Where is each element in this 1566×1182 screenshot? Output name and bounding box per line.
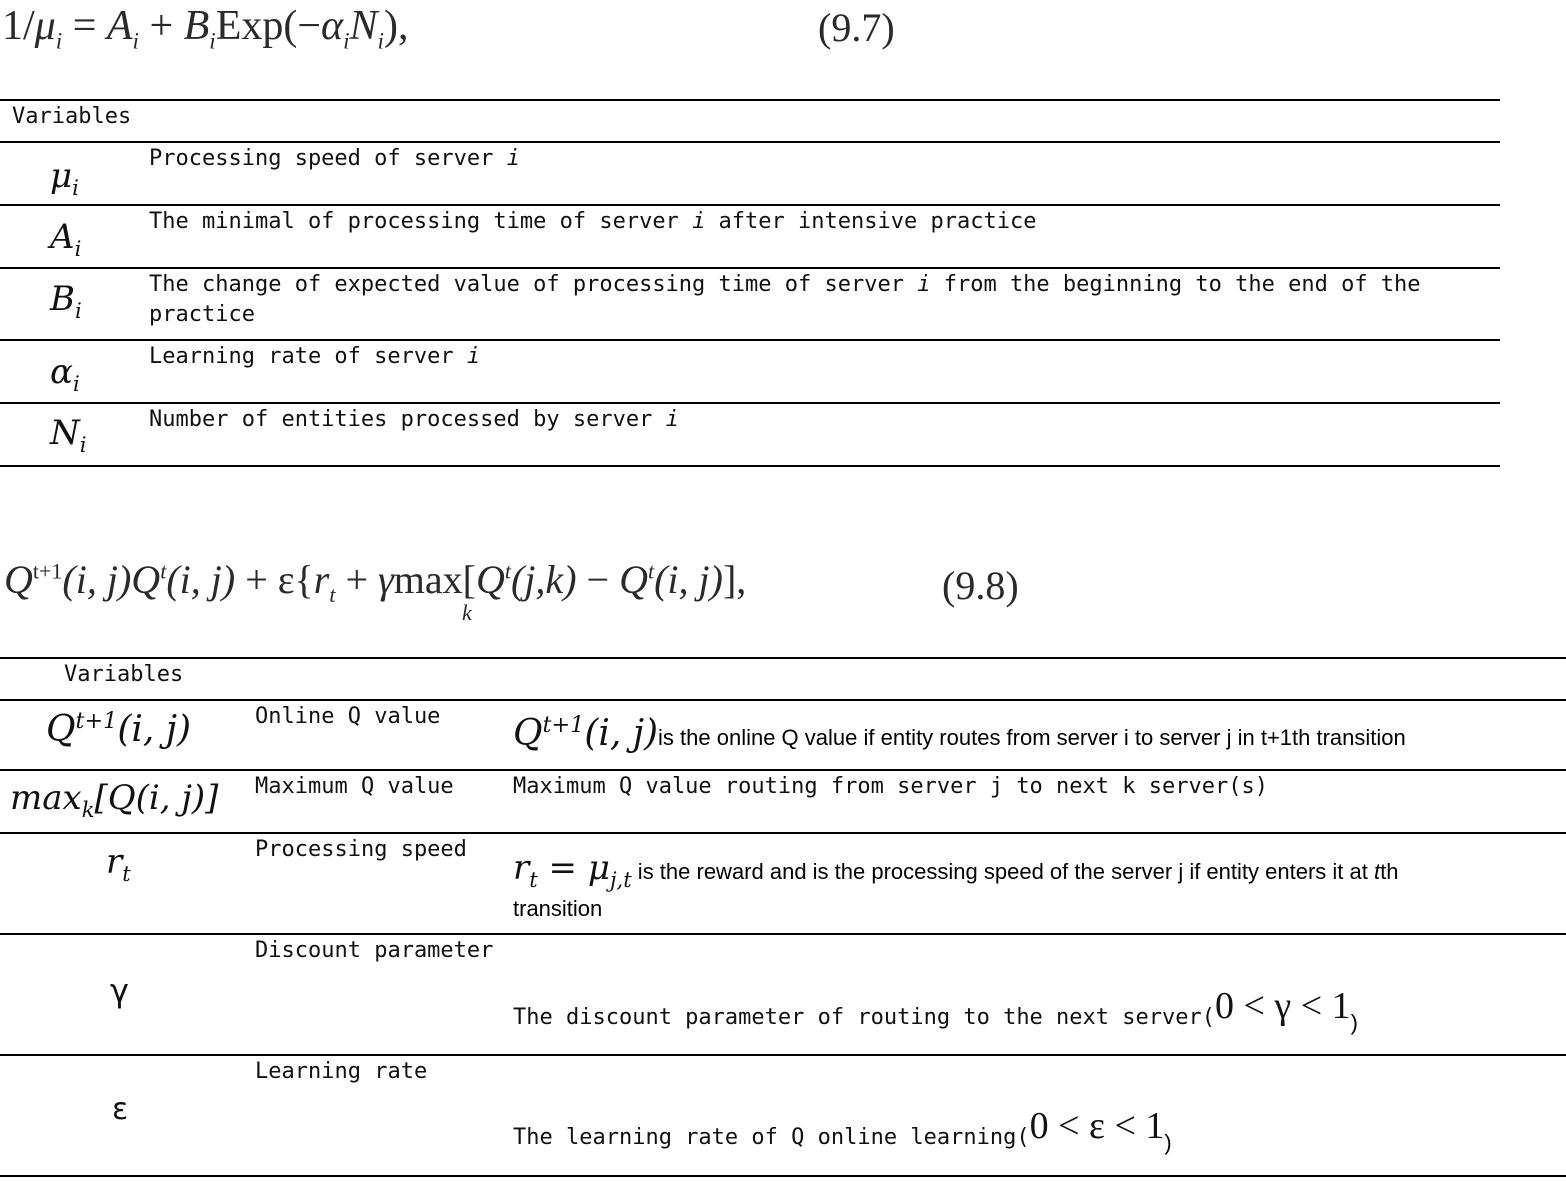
eq2-ij-2: (i, j) (166, 557, 236, 602)
t2-row4-range: 0 < γ < 1 (1215, 985, 1351, 1027)
t1-row1-sub: i (72, 174, 79, 200)
t1-row4-sub: i (72, 370, 80, 396)
t1-header: Variables (12, 104, 132, 129)
t1-row2-sub: i (74, 235, 82, 261)
t1-row3-sym: B (50, 279, 75, 319)
t1-rule-bottom (0, 465, 1500, 467)
t1-row5-desc (149, 407, 679, 432)
eq2-plus-2: + (335, 557, 379, 602)
eq2-t2: t (504, 558, 511, 584)
t2-row5-close: ) (1164, 1130, 1172, 1155)
t1-row4-symbol (50, 352, 80, 396)
t2-row1-desc-text: is the online Q value if entity routes from server i to server j in t+1th transition (658, 725, 1406, 750)
t2-row4-open: ( (1201, 1005, 1215, 1030)
t1-row4-sym: α (50, 352, 73, 392)
t2-rule-5 (0, 1054, 1566, 1056)
eq1-mu-sub: i (55, 27, 63, 54)
eq1-N-sub: i (377, 27, 384, 54)
t2-row1-desc (513, 712, 1406, 754)
equation-9-7-number: (9.7) (818, 5, 895, 50)
t1-row1-symbol (50, 156, 79, 200)
t2-row5-open: ( (1016, 1125, 1030, 1150)
t1-row4-before: Learning rate of server (149, 344, 467, 369)
t1-row2-var: i (692, 209, 706, 234)
t1-row4-var: i (466, 344, 481, 369)
t2-row5-name: Learning rate (255, 1059, 428, 1084)
t1-row3-var: i (917, 272, 931, 297)
t1-row5-symbol (50, 413, 87, 457)
t2-row3-desc-musub: j,t (609, 866, 632, 892)
t1-row3-before: The change of expected value of processing time of server (149, 272, 918, 297)
t2-row3-desc (513, 848, 1398, 892)
t1-row2-sym: A (50, 217, 75, 257)
t1-rule-4 (0, 339, 1500, 341)
t2-row3-symbol (106, 842, 131, 886)
t2-row1-sup: t+1 (75, 708, 118, 734)
t2-row2-name: Maximum Q value (255, 774, 454, 799)
t2-row4-symbol: γ (110, 972, 129, 1010)
t2-row4-desc-text: The discount parameter of routing to the next server (513, 1005, 1202, 1030)
t1-rule-1 (0, 141, 1500, 143)
t1-row3-sub: i (75, 297, 82, 323)
t1-row1-sym: μ (50, 156, 73, 196)
eq2-bracket: [ (462, 557, 476, 602)
eq1-eq: = (62, 3, 107, 49)
eq2-plus-1: + (235, 557, 278, 602)
t2-row5-range: 0 < ε < 1 (1029, 1105, 1165, 1147)
t2-row4-desc (513, 985, 1358, 1035)
t2-header: Variables (64, 662, 184, 687)
t1-row4-desc (149, 344, 480, 369)
t2-row2-args: [Q(i, j)] (94, 778, 219, 818)
eq2-ij-3: (i, j) (654, 557, 723, 602)
t1-row2-after: after intensive practice (705, 209, 1037, 234)
t2-row3-desc-tth: t (1373, 859, 1381, 884)
t2-rule-4 (0, 933, 1566, 935)
eq1-alpha-sub: i (343, 27, 350, 54)
t1-row3-desc (149, 272, 1421, 297)
t2-row3-desc-eq: = (537, 848, 588, 888)
eq2-q3: Q (475, 557, 505, 602)
t2-row3-sub: t (122, 860, 131, 886)
eq2-q4: Q (619, 557, 648, 602)
eq1-A-sub: i (132, 27, 139, 54)
t2-row3-desc-formula (513, 848, 632, 892)
eq2-gamma: γ (378, 557, 394, 602)
eq2-q2: Q (131, 557, 161, 602)
eq2-max: max (393, 557, 463, 602)
eq2-max-sub (462, 600, 472, 626)
t1-row2-symbol (50, 217, 81, 261)
t1-row1-var: i (506, 146, 520, 171)
t2-row3-desc-text: is the reward and is the processing speed of the server j if entity enters it at (631, 859, 1374, 884)
t1-row5-sym: N (50, 413, 80, 453)
eq2-k: k (462, 600, 472, 625)
t2-row5-desc-text: The learning rate of Q online learning (513, 1125, 1017, 1150)
t1-row3-after: from the beginning to the end of the (930, 272, 1421, 297)
t2-row3-desc-r: r (513, 848, 530, 888)
t1-rule-3 (0, 267, 1500, 269)
eq1-plus: + (138, 3, 184, 49)
t2-row3-desc-rsub: t (529, 866, 538, 892)
t2-row1-args: (i, j) (117, 709, 192, 750)
t1-rule-5 (0, 402, 1500, 404)
t2-row2-sub: k (81, 796, 95, 822)
t2-row3-desc-line2: transition (513, 896, 603, 921)
eq2-brace: { (294, 557, 314, 602)
t2-row1-desc-sup: t+1 (542, 712, 585, 738)
t2-row1-desc-sym: Q (513, 713, 543, 754)
t2-row3-desc-end: th (1380, 859, 1399, 884)
eq2-q1: Q (4, 557, 33, 602)
t2-row1-desc-symbol (513, 713, 658, 754)
t1-row3-symbol (50, 279, 82, 323)
eq1-N: N (349, 3, 378, 49)
eq2-tail: ], (722, 557, 747, 602)
t1-row5-before: Number of entities processed by server (149, 407, 666, 432)
t2-row4-name: Discount parameter (255, 938, 494, 963)
eq2-minus: − (576, 557, 620, 602)
t2-row3-sym: r (106, 842, 123, 882)
equation-9-7 (2, 2, 408, 54)
eq2-t1: t (160, 558, 167, 584)
eq1-exp: Exp(− (215, 3, 322, 49)
t2-row3-name: Processing speed (255, 837, 467, 862)
eq2-jk: (j,k) (511, 557, 577, 602)
t1-row5-var: i (665, 407, 679, 432)
t1-rule-top (0, 99, 1500, 101)
eq1-lhs: 1/ (2, 3, 35, 49)
eq2-tp1: t+1 (32, 558, 63, 584)
eq1-alpha: α (321, 3, 344, 49)
eq2-r-sub: t (329, 582, 336, 607)
t2-row1-symbol (46, 708, 191, 750)
equation-9-8-number: (9.8) (942, 563, 1019, 608)
eq2-r: r (313, 557, 330, 602)
t2-row1-name: Online Q value (255, 704, 441, 729)
t2-row5-symbol: ε (112, 1092, 129, 1127)
eq1-close: ), (383, 3, 409, 49)
t1-row2-desc (149, 209, 1036, 234)
eq1-B-sub: i (209, 27, 216, 54)
t2-rule-top (0, 657, 1566, 659)
eq2-ij-1: (i, j) (62, 557, 132, 602)
t1-row1-before: Processing speed of server (149, 146, 507, 171)
eq1-B: B (183, 3, 210, 49)
equation-9-8 (4, 556, 746, 608)
t2-rule-3 (0, 832, 1566, 834)
t2-row4-close: ) (1350, 1010, 1358, 1035)
t2-rule-bottom (0, 1175, 1566, 1177)
t1-row5-sub: i (79, 431, 87, 457)
t1-row2-before: The minimal of processing time of server (149, 209, 693, 234)
t1-row1-desc (149, 146, 520, 171)
t1-row3-desc-line2: practice (149, 302, 255, 327)
eq2-t3: t (647, 558, 655, 584)
t2-row2-max: max (10, 778, 82, 818)
t2-row5-desc (513, 1105, 1172, 1155)
eq2-eps: ε (277, 557, 295, 602)
eq1-A: A (106, 3, 133, 49)
t2-rule-2 (0, 769, 1566, 771)
t2-row2-desc: Maximum Q value routing from server j to next k server(s) (513, 774, 1268, 799)
t2-row1-desc-args: (i, j) (584, 713, 659, 754)
t1-rule-2 (0, 204, 1500, 206)
eq1-mu: μ (34, 3, 56, 49)
t2-rule-1 (0, 699, 1566, 701)
t2-row2-symbol (10, 778, 218, 822)
t2-row1-sym: Q (46, 709, 76, 750)
t2-row3-desc-mu: μ (587, 848, 610, 888)
